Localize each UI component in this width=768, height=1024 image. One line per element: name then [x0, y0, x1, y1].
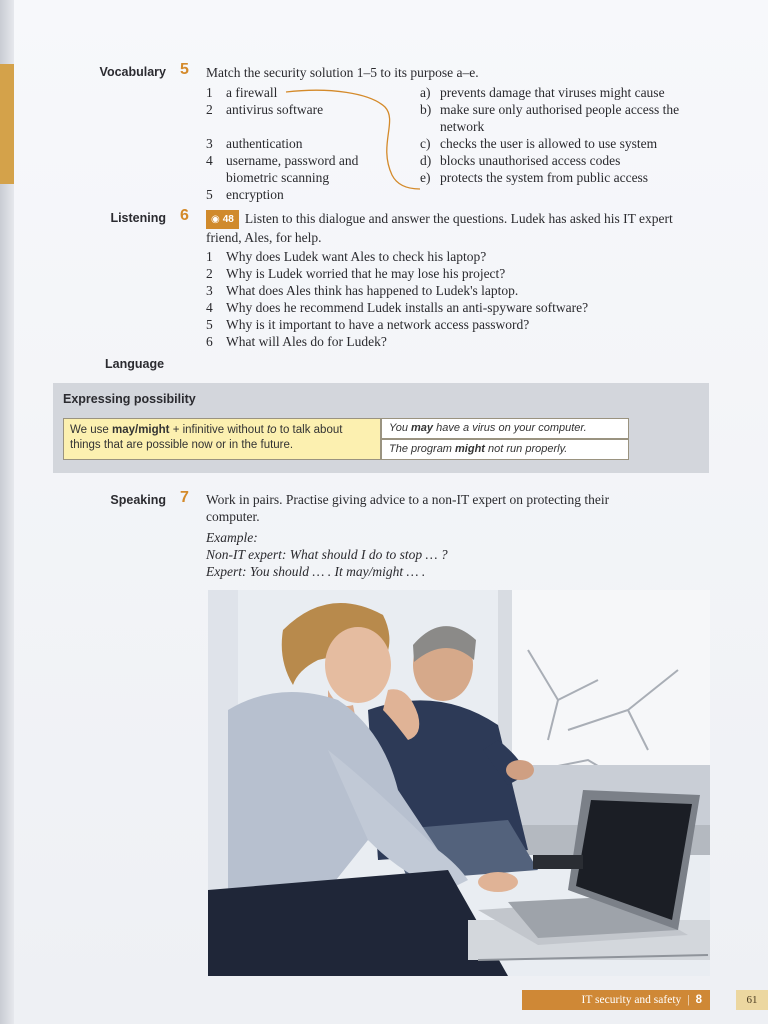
page-number: 61 [736, 990, 768, 1010]
language-label: Language [105, 357, 165, 371]
footer-section-title: IT security and safety [581, 994, 682, 1006]
listening-label: Listening [110, 211, 166, 225]
list-item: 5 encryption [206, 187, 284, 202]
listening-instruction: ◉ 48 Listen to this dialogue and answer the questions. Ludek has asked his IT expert friend, Ales, for help. [206, 211, 673, 245]
match-connector-line [280, 85, 430, 200]
audio-track-badge[interactable]: ◉ 48 [206, 210, 239, 229]
list-item: 3 What does Ales think has happened to Ludek's laptop. [206, 283, 519, 298]
speaking-label: Speaking [110, 493, 166, 507]
footer-divider: | [687, 994, 690, 1006]
list-item: 3 authentication [206, 136, 303, 151]
language-box [53, 383, 709, 473]
list-item: b) make sure only authorised people access the network [420, 102, 680, 134]
cd-icon: ◉ [211, 214, 220, 225]
listening-number: 6 [180, 207, 189, 224]
listening-questions-list [206, 248, 706, 350]
photo-people-at-laptop [208, 590, 710, 976]
grammar-rule: We use may/might + infinitive without to to talk about things that are possible now or in the future. [63, 418, 381, 460]
speaking-number: 7 [180, 489, 189, 506]
list-item: 1 Why does Ludek want Ales to check his laptop? [206, 249, 487, 264]
list-item: d) blocks unauthorised access codes [420, 153, 621, 168]
list-item: 2 antivirus software [206, 102, 324, 117]
list-item: a) prevents damage that viruses might cause [420, 85, 665, 100]
list-item: 5 Why is it important to have a network access password? [206, 317, 530, 332]
unit-edge-tab [0, 64, 14, 184]
speaking-instruction: Work in pairs. Practise giving advice to a non-IT expert on protecting their computer. [206, 492, 610, 524]
list-item: e) protects the system from public access [420, 170, 649, 185]
vocabulary-number: 5 [180, 61, 189, 78]
grammar-example-2: The program might not run properly. [381, 439, 629, 460]
list-item: 1 a firewall [206, 85, 278, 100]
list-item: 2 Why is Ludek worried that he may lose his project? [206, 266, 506, 281]
grammar-example-1: You may have a virus on your computer. [381, 418, 629, 439]
footer-section-bar [522, 990, 710, 1010]
vocabulary-instruction: Match the security solution 1–5 to its purpose a–e. [206, 65, 479, 80]
footer-unit-number: 8 [695, 994, 702, 1006]
list-item: c) checks the user is allowed to use system [420, 136, 658, 151]
list-item: 4 Why does he recommend Ludek installs an anti-spyware software? [206, 300, 589, 315]
speaking-example: Example: Non-IT expert: What should I do to stop … ? Expert: You should … . It may/might … . [206, 530, 448, 579]
photo-illustration [208, 590, 710, 976]
list-item: 6 What will Ales do for Ludek? [206, 334, 387, 349]
vocabulary-label: Vocabulary [99, 65, 166, 79]
list-item: 4 username, password and biometric scanning [206, 153, 359, 185]
vocabulary-purposes-list [420, 84, 710, 186]
language-box-title: Expressing possibility [63, 392, 196, 406]
